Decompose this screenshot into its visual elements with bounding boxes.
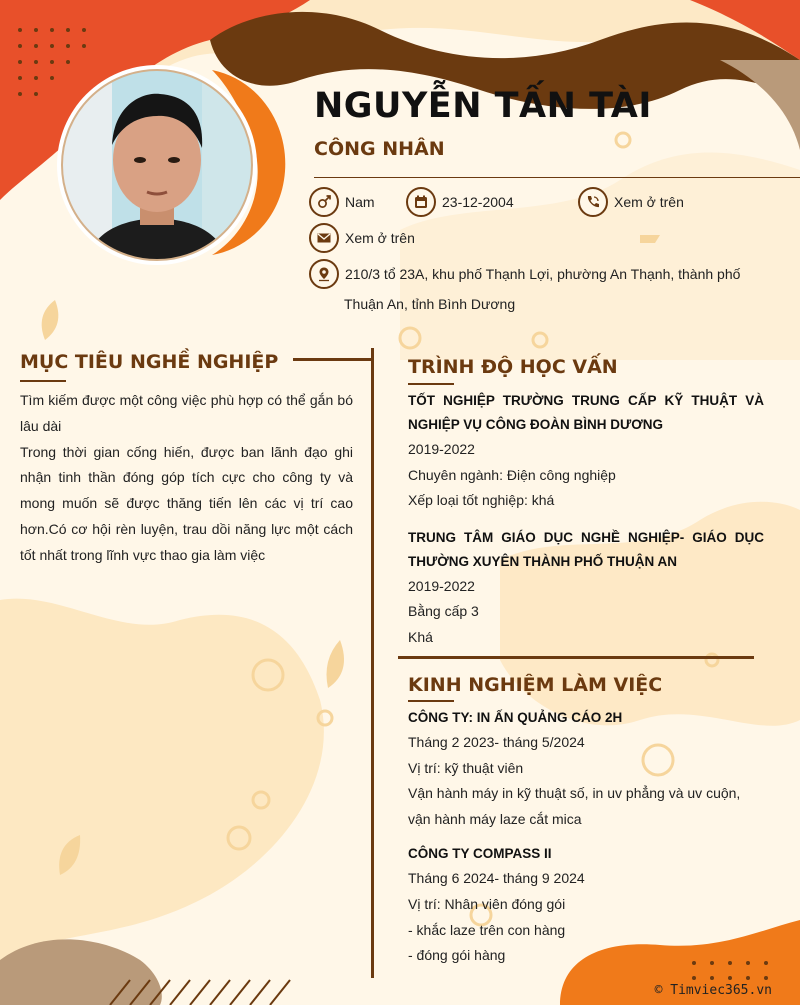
- education-years: 2019-2022: [408, 441, 475, 457]
- section-separator: [398, 656, 754, 659]
- experience-underline: [408, 700, 454, 702]
- calendar-icon: [406, 187, 436, 217]
- experience-item: [408, 706, 764, 832]
- header-divider: [314, 177, 800, 178]
- experience-company: CÔNG TY COMPASS II: [408, 846, 552, 862]
- education-school: TRUNG TÂM GIÁO DỤC NGHỀ NGHIỆP- GIÁO DỤC THƯỜNG XUYÊN THÀNH PHỐ THUẬN AN: [408, 529, 764, 569]
- education-item: [408, 389, 764, 514]
- experience-company: CÔNG TY: IN ẤN QUẢNG CÁO 2H: [408, 710, 623, 725]
- address-line-2: Thuận An, tỉnh Bình Dương: [344, 296, 516, 312]
- education-grade: Khá: [408, 628, 433, 645]
- experience-heading: KINH NGHIỆM LÀM VIỆC: [408, 674, 663, 696]
- objective-underline: [20, 380, 66, 382]
- objective-text: [20, 388, 353, 569]
- experience-description: Vận hành máy in kỹ thuật số, in uv phẳng và uv cuộn, vận hành máy laze cắt mica: [408, 785, 741, 827]
- experience-position: Vị trí: kỹ thuật viên: [408, 759, 524, 776]
- gender-text: Nam: [345, 194, 375, 210]
- birthday-text: 23-12-2004: [442, 194, 514, 210]
- education-grade: Xếp loại tốt nghiệp: khá: [408, 492, 555, 509]
- avatar: [52, 60, 292, 275]
- phone-text: Xem ở trên: [614, 194, 684, 210]
- objective-heading: MỤC TIÊU NGHỀ NGHIỆP: [20, 351, 279, 373]
- watermark: © Timviec365.vn: [654, 983, 772, 998]
- experience-list: [408, 706, 764, 969]
- experience-period: Tháng 2 2023- tháng 5/2024: [408, 734, 585, 750]
- contact-address: [309, 258, 740, 290]
- location-icon: [309, 259, 339, 289]
- contact-email: [309, 222, 415, 254]
- experience-period: Tháng 6 2024- tháng 9 2024: [408, 870, 585, 887]
- education-years: 2019-2022: [408, 577, 475, 594]
- experience-position: Vị trí: Nhân viên đóng gói: [408, 895, 566, 912]
- address-line-1: 210/3 tổ 23A, khu phố Thạnh Lợi, phường An Thạnh, thành phố: [345, 266, 741, 282]
- job-title: CÔNG NHÂN: [314, 138, 445, 160]
- education-item: [408, 526, 764, 651]
- objective-paragraph: Tìm kiếm được một công việc phù hợp có thể gắn bó lâu dài Trong thời gian cống hiến, được ban lãnh đạo ghi nhận tinh thần đóng góp tích cực cho công ty và mong muốn sẽ được thăng tiến lên các vị trí cao hơn.Có cơ hội rèn luyện, trau dồi năng lực một cách tốt nhất trong lĩnh vực thao gia làm việc: [20, 392, 353, 563]
- email-text: Xem ở trên: [345, 230, 415, 246]
- education-heading: TRÌNH ĐỘ HỌC VẤN: [408, 356, 618, 378]
- column-divider-tick: [293, 358, 373, 361]
- experience-item: [408, 842, 764, 968]
- phone-icon: [578, 187, 608, 217]
- education-underline: [408, 383, 454, 385]
- candidate-name: NGUYỄN TẤN TÀI: [314, 86, 652, 126]
- education-major: Chuyên ngành: Điện công nghiệp: [408, 466, 616, 483]
- education-list: [408, 389, 764, 651]
- mail-icon: [309, 223, 339, 253]
- contact-phone: [578, 186, 684, 218]
- contact-birthday: [406, 186, 514, 218]
- column-divider: [371, 348, 374, 978]
- education-school: TỐT NGHIỆP TRƯỜNG TRUNG CẤP KỸ THUẬT VÀ NGHIỆP VỤ CÔNG ĐOÀN BÌNH DƯƠNG: [408, 393, 764, 432]
- education-degree: Bằng cấp 3: [408, 603, 479, 620]
- contact-gender: [309, 186, 375, 218]
- gender-icon: [309, 187, 339, 217]
- experience-task: - đóng gói hàng: [408, 947, 506, 964]
- experience-task: - khắc laze trên con hàng: [408, 921, 566, 938]
